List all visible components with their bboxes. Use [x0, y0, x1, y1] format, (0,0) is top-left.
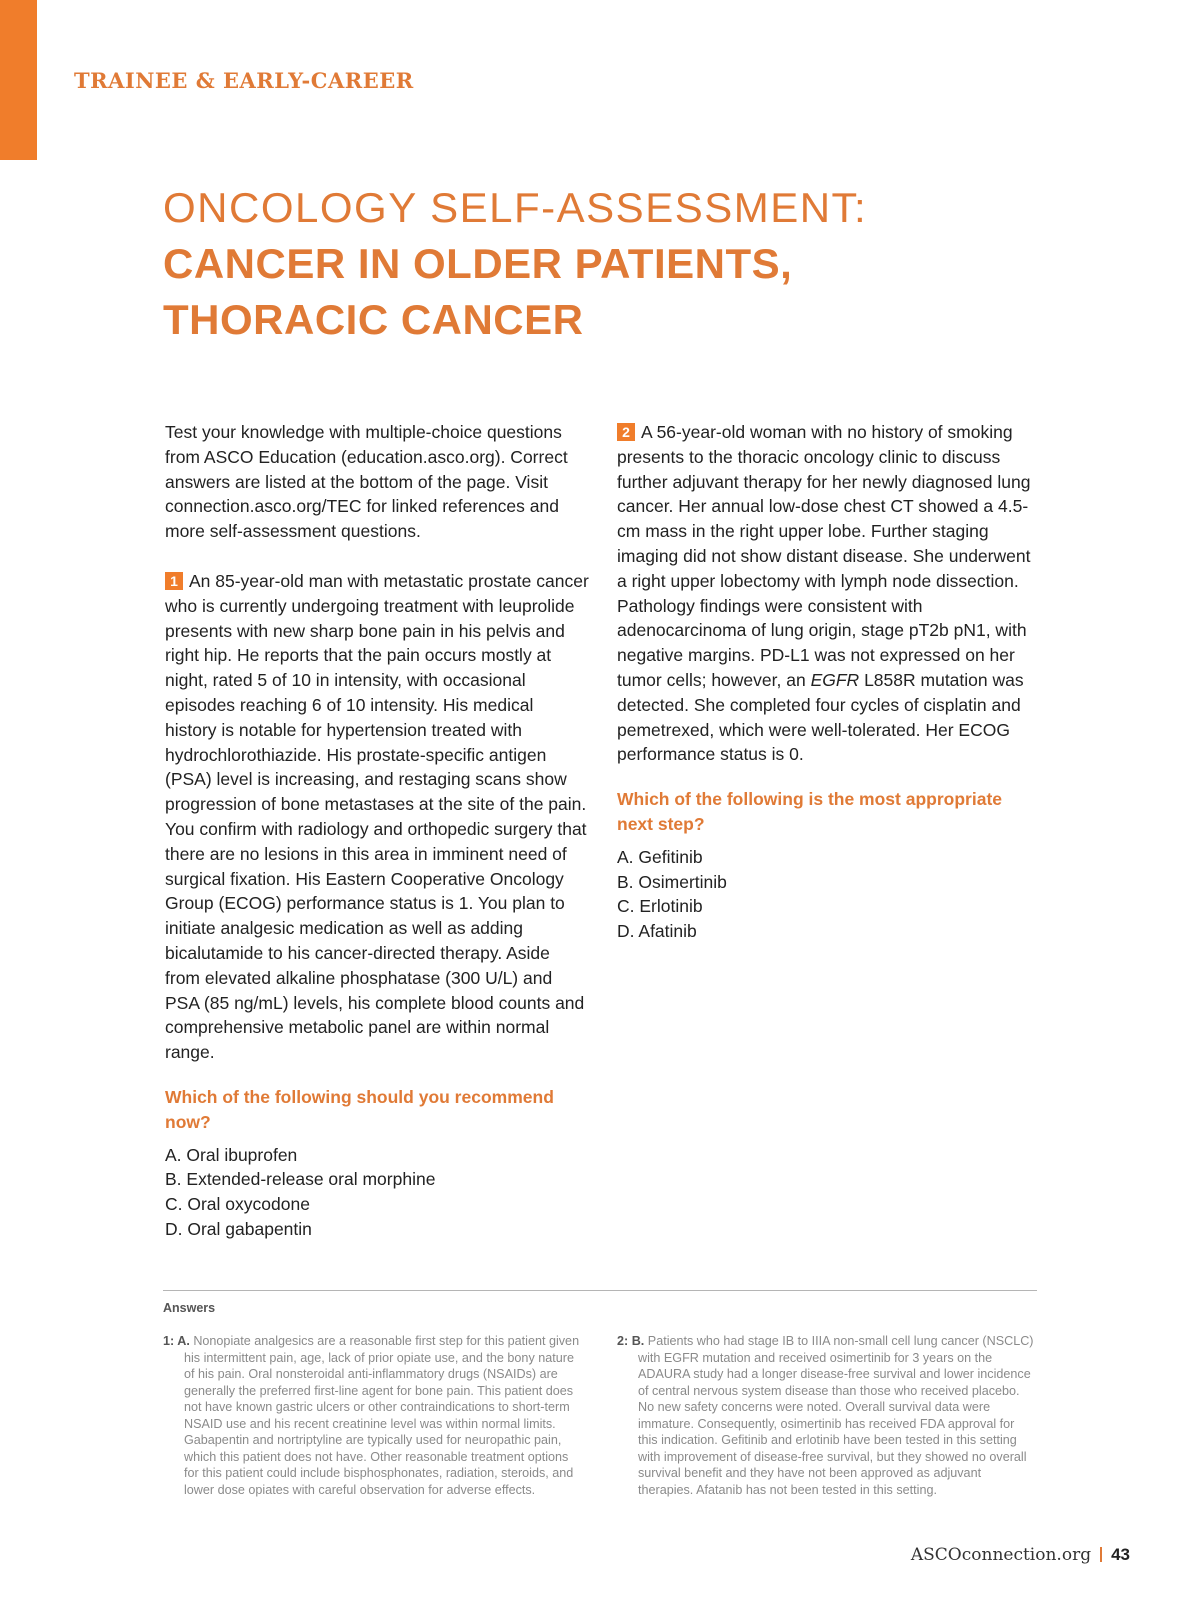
question-2-text-a: A 56-year-old woman with no history of smoking presents to the thoracic oncology clinic to discuss further adjuvant therapy for her newly diagnosed lung cancer. Her annual low-dose chest CT showed a 4.5-cm mass in the right upper lobe. Further staging imaging did not show distant disease. She underwent a right upper lobectomy with lymph node dissection. Pathology findings were consistent with adenocarcinoma of lung origin, stage pT2b pN1, with negative margins. PD-L1 was not expressed on her tumor cells; however, an	[617, 422, 1031, 690]
option-item: A. Oral ibuprofen	[165, 1144, 298, 1165]
answers-divider	[163, 1290, 1037, 1291]
answer-2-text: Patients who had stage IB to IIIA non-small cell lung cancer (NSCLC) with EGFR mutation and received osimertinib for 3 years on the ADAURA study had a longer disease-free survival and lower incidence of central nervous system disease than those who received placebo. No new safety concerns were noted. Overall survival data were immature. Consequently, osimertinib has received FDA approval for this indication. Gefitinib and erlotinib have been tested in this setting with improvement of disease-free survival, but they showed no overall survival benefit and they have not been approved as adjuvant therapies. Afatanib has not been tested in this setting.	[638, 1334, 1034, 1497]
footer-site: ASCOconnection.org	[910, 1545, 1092, 1565]
answer-2-key: 2: B.	[617, 1334, 645, 1348]
option-item: C. Erlotinib	[617, 896, 703, 917]
question-1-stem	[165, 569, 589, 1065]
question-1-text: An 85-year-old man with metastatic prostate cancer who is currently undergoing treatment with leuprolide presents with new sharp bone pain in his pelvis and right hip. He reports that the pain occurs mostly at night, rated 5 of 10 in intensity, with occasional episodes reaching 6 of 10 intensity. His medical history is notable for hypertension treated with hydrochlorothiazide. His prostate-specific antigen (PSA) level is increasing, and restaging scans show progression of bone metastases at the site of the pain. You confirm with radiology and orthopedic surgery that there are no lesions in this area in imminent need of surgical fixation. His Eastern Cooperative Oncology Group (ECOG) performance status is 1. You plan to initiate analgesic medication as well as adding bicalutamide to his cancer-directed therapy. Aside from elevated alkaline phosphatase (300 U/L) and PSA (85 ng/mL) levels, his complete blood counts and comprehensive metabolic panel are within normal range.	[165, 570, 589, 1063]
question-2-text-b: L858R mutation was detected. She completed four cycles of cisplatin and pemetrexed, which were well-tolerated. Her ECOG performance status is 0.	[617, 669, 1024, 765]
page-title	[163, 180, 867, 348]
question-2-gene: EGFR	[810, 669, 860, 690]
question-1-options	[165, 1143, 589, 1242]
page-number: 43	[1111, 1545, 1130, 1564]
title-line-3: THORACIC CANCER	[163, 296, 584, 343]
answer-1-key: 1: A.	[163, 1334, 190, 1348]
footer-separator	[1100, 1547, 1102, 1562]
question-number-badge: 2	[617, 423, 635, 441]
option-item: B. Osimertinib	[617, 871, 727, 892]
accent-bar	[0, 0, 37, 160]
option-item: D. Afatinib	[617, 921, 697, 942]
section-label: TRAINEE & EARLY-CAREER	[74, 68, 414, 93]
answer-1	[163, 1333, 583, 1498]
question-number-badge: 1	[165, 572, 183, 590]
option-item: C. Oral oxycodone	[165, 1194, 310, 1215]
title-line-1: ONCOLOGY SELF-ASSESSMENT:	[163, 184, 868, 231]
answer-1-text: Nonopiate analgesics are a reasonable first step for this patient given his intermittent pain, age, lack of prior opiate use, and the bony nature of his pain. Oral nonsteroidal anti-inflammatory drugs (NSAIDs) are generally the preferred first-line agent for bone pain. This patient does not have known gastric ulcers or other contraindications to short-term NSAID use and his recent creatinine level was within normal limits. Gabapentin and nortriptyline are typically used for neuropathic pain, which this patient does not have. Other reasonable treatment options for this patient could include bisphosphonates, radiation, steroids, and lower dose opiates with careful observation for adverse effects.	[184, 1334, 580, 1497]
option-item: D. Oral gabapentin	[165, 1218, 312, 1239]
right-column	[617, 420, 1041, 944]
answers-heading: Answers	[163, 1301, 216, 1315]
question-1-prompt: Which of the following should you recommend now?	[165, 1086, 554, 1132]
intro-text: Test your knowledge with multiple-choice questions from ASCO Education (education.asco.org). Correct answers are listed at the bottom of the page. Visit connection.asco.org/TEC for linked references and more self-assessment questions.	[165, 422, 568, 542]
question-2-stem	[617, 420, 1041, 767]
title-line-2: CANCER IN OLDER PATIENTS,	[163, 240, 793, 287]
question-2-prompt: Which of the following is the most appropriate next step?	[617, 789, 1002, 834]
option-item: B. Extended-release oral morphine	[165, 1169, 436, 1190]
question-2-options	[617, 845, 1041, 944]
option-item: A. Gefitinib	[617, 846, 703, 867]
page-footer	[911, 1545, 1130, 1565]
answer-2	[617, 1333, 1037, 1498]
left-column	[165, 420, 589, 1242]
